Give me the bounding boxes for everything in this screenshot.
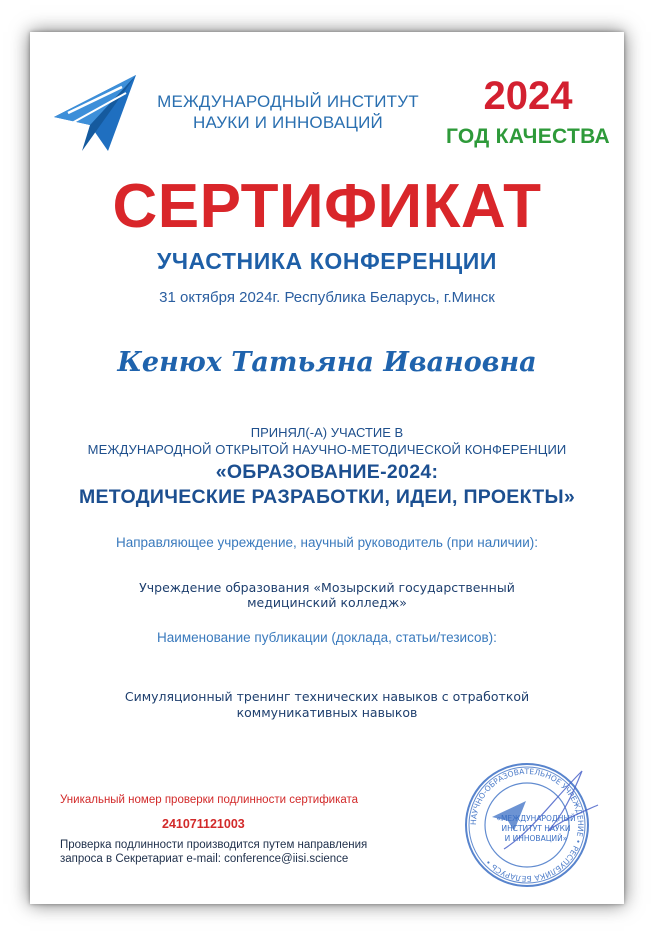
publication-line2: коммуникативных навыков (236, 705, 418, 720)
verification-note-line2: запроса в Секретариат e-mail: conference@iisi.science (60, 853, 349, 865)
stamp-ring-text: НАУЧНО-ОБРАЗОВАТЕЛЬНОЕ УЧРЕЖДЕНИЕ • РЕСПУБЛИКА БЕЛАРУСЬ • (468, 766, 586, 884)
stamp-center-line2: ИНСТИТУТ НАУКИ (501, 824, 571, 833)
verification-note-line1: Проверка подлинности производится путем направления (60, 839, 368, 851)
institution-label: Направляющее учреждение, научный руководитель (при наличии): (115, 535, 539, 550)
took-part-text: ПРИНЯЛ(-А) УЧАСТИЕ В (250, 425, 404, 440)
publication-line1: Симуляционный тренинг технических навыков с отработкой (124, 689, 530, 704)
date-place: 31 октября 2024г. Республика Беларусь, г.Минск (159, 289, 495, 306)
conference-type: МЕЖДУНАРОДНОЙ ОТКРЫТОЙ НАУЧНО-МЕТОДИЧЕСКОЙ КОНФЕРЕНЦИИ (87, 442, 567, 457)
unique-number: 241071121003 (162, 817, 245, 831)
stamp-center-line1: «МЕЖДУНАРОДНЫЙ (496, 814, 576, 823)
publication-label: Наименование публикации (доклада, статьи/тезисов): (157, 630, 497, 645)
institute-name-line2: НАУКИ И ИННОВАЦИЙ (193, 113, 383, 132)
year: 2024 (483, 74, 573, 118)
institution-line2: медицинский колледж» (247, 595, 407, 610)
conference-title-line1: «ОБРАЗОВАНИЕ-2024: (215, 461, 439, 483)
conference-title (0, 460, 654, 510)
unique-number-label: Уникальный номер проверки подлинности сертификата (60, 794, 359, 806)
conference-title-line2: МЕТОДИЧЕСКИЕ РАЗРАБОТКИ, ИДЕИ, ПРОЕКТЫ» (78, 486, 576, 508)
verification-note (60, 838, 430, 866)
certificate-subtitle: УЧАСТНИКА КОНФЕРЕНЦИИ (156, 248, 498, 274)
institution-line1: Учреждение образования «Мозырский государственный (139, 580, 515, 595)
institute-name (143, 91, 433, 133)
participant-name: Кенюх Татьяна Ивановна (117, 347, 537, 378)
year-subtitle: ГОД КАЧЕСТВА (446, 125, 610, 148)
official-stamp (452, 761, 602, 889)
certificate-title: СЕРТИФИКАТ (112, 172, 542, 241)
paper-plane-icon (52, 73, 136, 153)
stamp-center-line3: И ИННОВАЦИЙ» (504, 834, 568, 843)
institute-name-line1: МЕЖДУНАРОДНЫЙ ИНСТИТУТ (157, 92, 419, 111)
